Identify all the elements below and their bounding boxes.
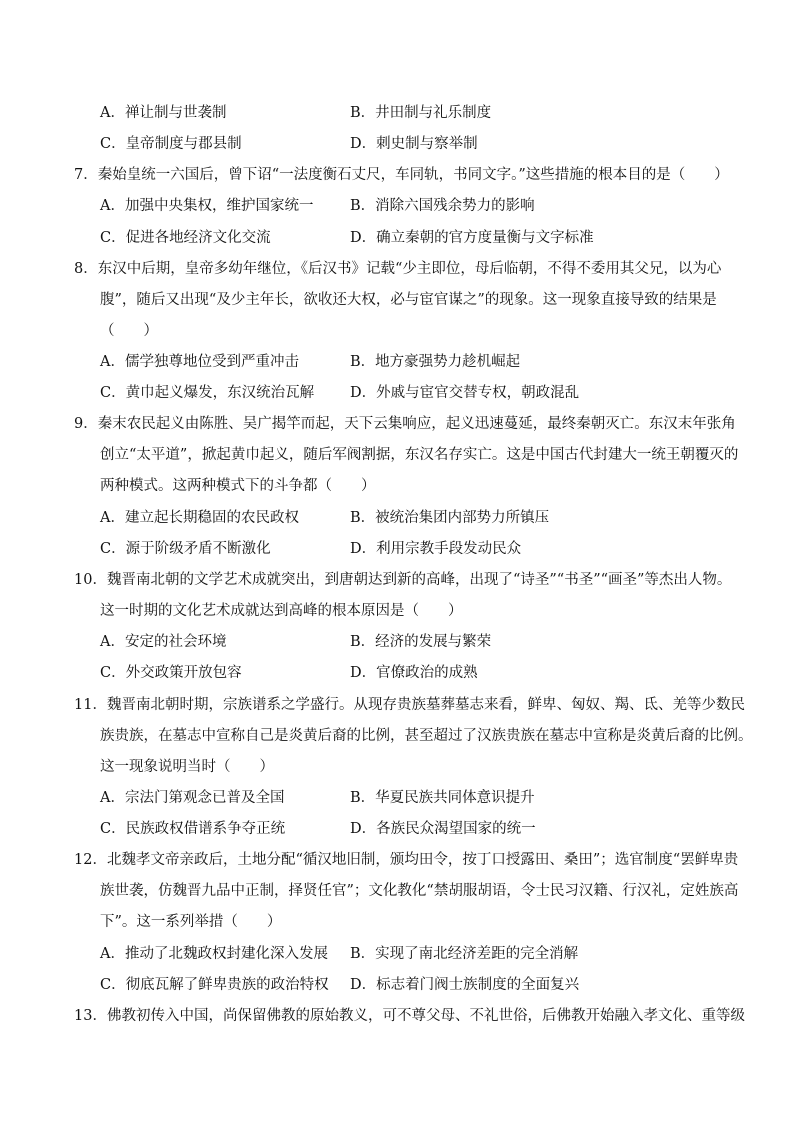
option-q7-d[interactable]: D．确立秦朝的官方度量衡与文字标准 xyxy=(350,230,594,246)
option-q11-c[interactable]: C．民族政权借谱系争夺正统 xyxy=(100,821,286,837)
option-q6-a[interactable]: A．禅让制与世袭制 xyxy=(100,105,227,121)
question-8-text-line-2: 腹”，随后又出现“及少主年长，欲收还大权，必与宦官谋之”的现象。这一现象直接导致的结果是 xyxy=(100,292,717,308)
option-q8-b[interactable]: B．地方豪强势力趁机崛起 xyxy=(350,354,521,370)
option-q6-d[interactable]: D．刺史制与察举制 xyxy=(350,136,478,152)
question-12-text-line-2: 族世袭，仿魏晋九品中正制，择贤任官”；文化教化“禁胡服胡语，令士民习汉籍、行汉礼，定姓族高 xyxy=(100,883,739,899)
question-9-stem xyxy=(74,413,736,435)
option-q9-c[interactable]: C．源于阶级矛盾不断激化 xyxy=(100,541,271,557)
question-number: 8． xyxy=(74,261,98,277)
question-number: 13． xyxy=(74,1008,107,1024)
option-q7-b[interactable]: B．消除六国残余势力的影响 xyxy=(350,198,535,214)
question-10-text-line-2: 这一时期的文化艺术成就达到高峰的根本原因是（ ） xyxy=(100,603,463,619)
option-q9-d[interactable]: D．利用宗教手段发动民众 xyxy=(350,541,522,557)
question-number: 10． xyxy=(74,572,107,588)
question-text: 秦始皇统一六国后，曾下诏“一法度衡石丈尺，车同轨，书同文字。”这些措施的根本目的是（ ） xyxy=(97,167,729,183)
question-text: 魏晋南北朝时期，宗族谱系之学盛行。从现存贵族墓葬墓志来看，鲜卑、匈奴、羯、氐、羌等少数民 xyxy=(106,697,745,713)
option-q10-a[interactable]: A．安定的社会环境 xyxy=(100,634,227,650)
option-q10-d[interactable]: D．官僚政治的成熟 xyxy=(350,665,478,681)
question-number: 11． xyxy=(74,697,107,713)
option-q11-d[interactable]: D．各族民众渴望国家的统一 xyxy=(350,821,536,837)
question-10-stem xyxy=(74,569,731,591)
option-q8-a[interactable]: A．儒学独尊地位受到严重冲击 xyxy=(100,354,299,370)
question-11-text-line-3: 这一现象说明当时（ ） xyxy=(100,759,274,775)
question-number: 12． xyxy=(74,852,107,868)
question-8-stem xyxy=(74,258,721,280)
option-q6-c[interactable]: C．皇帝制度与郡县制 xyxy=(100,136,242,152)
option-q6-b[interactable]: B．井田制与礼乐制度 xyxy=(350,105,492,121)
question-9-text-line-2: 创立“太平道”，掀起黄巾起义，随后军阀割据，东汉名存实亡。这是中国古代封建大一统王朝覆灭的 xyxy=(100,447,739,463)
question-text: 东汉中后期，皇帝多幼年继位，《后汉书》记载“少主即位，母后临朝，不得不委用其父兄，以为心 xyxy=(97,261,722,277)
question-11-stem xyxy=(74,694,745,716)
question-11-text-line-2: 族贵族，在墓志中宣称自己是炎黄后裔的比例，甚至超过了汉族贵族在墓志中宣称是炎黄后裔的比例。 xyxy=(100,728,753,744)
option-q8-c[interactable]: C．黄巾起义爆发，东汉统治瓦解 xyxy=(100,385,315,401)
question-text: 北魏孝文帝亲政后，土地分配“循汉地旧制，颁均田令，按丁口授露田、桑田”；选官制度“罢鲜卑贵 xyxy=(106,852,739,868)
option-q12-c[interactable]: C．彻底瓦解了鲜卑贵族的政治特权 xyxy=(100,977,329,993)
question-text: 魏晋南北朝的文学艺术成就突出，到唐朝达到新的高峰，出现了“诗圣”“书圣”“画圣”等杰出人物。 xyxy=(106,572,732,588)
option-q10-b[interactable]: B．经济的发展与繁荣 xyxy=(350,634,492,650)
question-13-stem xyxy=(74,1005,745,1027)
question-text: 秦末农民起义由陈胜、吴广揭竿而起，天下云集响应，起义迅速蔓延，最终秦朝灭亡。东汉末年张角 xyxy=(97,416,736,432)
option-q12-a[interactable]: A．推动了北魏政权封建化深入发展 xyxy=(100,946,328,962)
question-8-text-line-3: （ ） xyxy=(100,323,158,339)
option-q8-d[interactable]: D．外戚与宦官交替专权，朝政混乱 xyxy=(350,385,580,401)
option-q12-b[interactable]: B．实现了南北经济差距的完全消解 xyxy=(350,946,579,962)
option-q7-c[interactable]: C．促进各地经济文化交流 xyxy=(100,230,271,246)
option-q9-a[interactable]: A．建立起长期稳固的农民政权 xyxy=(100,510,299,526)
option-q11-b[interactable]: B．华夏民族共同体意识提升 xyxy=(350,790,535,806)
option-q12-d[interactable]: D．标志着门阀士族制度的全面复兴 xyxy=(350,977,580,993)
question-9-text-line-3: 两种模式。这两种模式下的斗争都（ ） xyxy=(100,478,376,494)
option-q9-b[interactable]: B．被统治集团内部势力所镇压 xyxy=(350,510,550,526)
question-text: 佛教初传入中国，尚保留佛教的原始教义，可不尊父母、不礼世俗，后佛教开始融入孝文化、重等级 xyxy=(106,1008,745,1024)
question-7-stem xyxy=(74,164,729,186)
option-q10-c[interactable]: C．外交政策开放包容 xyxy=(100,665,242,681)
option-q7-a[interactable]: A．加强中央集权，维护国家统一 xyxy=(100,198,314,214)
question-12-text-line-3: 下”。这一系列举措（ ） xyxy=(100,914,282,930)
question-number: 9． xyxy=(74,416,98,432)
option-q11-a[interactable]: A．宗法门第观念已普及全国 xyxy=(100,790,285,806)
question-12-stem xyxy=(74,849,738,871)
question-number: 7． xyxy=(74,167,98,183)
